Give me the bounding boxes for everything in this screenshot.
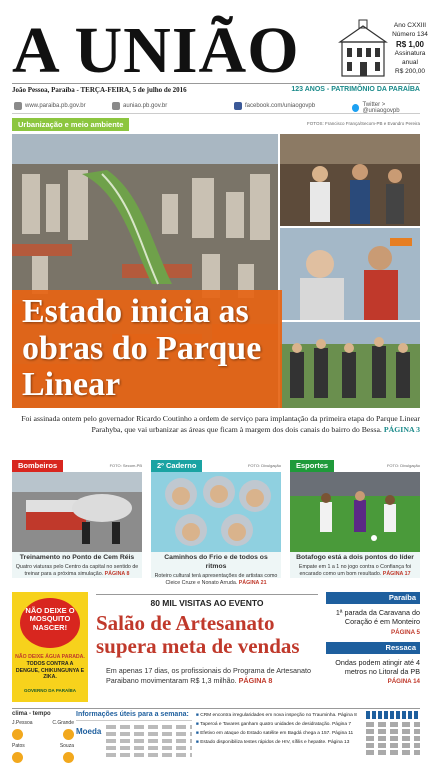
footer-strip: [12, 708, 420, 764]
hero-headline[interactable]: Estado inicia as obras do Parque Linear: [22, 293, 262, 404]
sun-icon: [63, 752, 74, 763]
teaser-tag: 2º Caderno: [151, 460, 202, 472]
sidebar-tag: Ressaca: [326, 642, 420, 654]
brief-item[interactable]: ■ CRM encontra irregularidades em nova inspeção no Trauminha. Página 8: [196, 711, 364, 720]
sun-icon: [12, 752, 23, 763]
weather-box: [12, 711, 74, 763]
hero-page-ref[interactable]: PÁGINA 3: [383, 424, 420, 434]
section-teasers: [12, 460, 420, 586]
links-bar: [12, 100, 420, 114]
sun-icon: [63, 729, 74, 740]
teaser-tag: Esportes: [290, 460, 334, 472]
subscription-price: R$ 200,00: [395, 67, 425, 75]
facebook-link-text: facebook.com/uniaogovpb: [245, 103, 316, 109]
sidebar-tag: Paraíba: [326, 592, 420, 604]
feature-summary-text: Em apenas 17 dias, os profissionais do Programa de Artesanato Paraibano movimentaram R$ 1,3 milhão.: [106, 666, 311, 685]
weather-place: C.Grande: [52, 720, 74, 726]
twitter-icon: [352, 104, 359, 112]
teaser-credit: FOTO: Secom-PB: [109, 463, 142, 468]
hero-section-tag: Urbanização e meio ambiente: [12, 118, 129, 131]
sun-icon: [12, 729, 23, 740]
subscription-period: anual: [402, 59, 418, 67]
dengue-campaign-ad[interactable]: [12, 592, 88, 702]
wave-icon: [366, 711, 420, 719]
sidebar-text: Ondas podem atingir até 4 metros no Litoral da PB: [335, 657, 420, 677]
weather-title: clima - tempo: [12, 711, 51, 717]
issue-year: Ano CXXIII: [393, 22, 427, 29]
teaser-esportes[interactable]: [290, 460, 420, 578]
sidebar-page-ref[interactable]: PÁGINA 5: [391, 628, 420, 636]
weather-place: Souza: [59, 743, 74, 749]
weather-place: Patos: [12, 743, 25, 749]
teaser-caption: [290, 552, 420, 578]
teaser-title: Caminhos do Frio e de todos os ritmos: [164, 554, 268, 570]
teaser-title: Treinamento no Ponto de Cem Réis: [19, 554, 135, 561]
teaser-page-ref[interactable]: PÁGINA 17: [382, 570, 411, 577]
tide-rows: [366, 722, 420, 755]
teaser-caption: [12, 552, 142, 578]
currency-label: Moeda: [76, 727, 102, 736]
ad-sponsor-logos: GOVERNO DA PARAÍBA: [23, 688, 76, 693]
teaser-title: Botafogo está a dois pontos do líder: [296, 554, 414, 561]
ad-line-2: TODOS CONTRA A DENGUE, CHIKUNGUNYA E ZIKA.: [15, 660, 85, 681]
site-link[interactable]: [14, 102, 86, 110]
feature-story[interactable]: [96, 594, 318, 704]
sidebar-item-ressaca[interactable]: [326, 642, 420, 686]
tree-planting-photo: [280, 322, 420, 408]
newspaper-logo[interactable]: A UNIÃO: [12, 14, 300, 87]
slogan: 123 ANOS - PATRIMÔNIO DA PARAÍBA: [291, 86, 420, 93]
weather-places: [12, 720, 74, 726]
teaser-credit: FOTO: Divulgação: [247, 463, 281, 468]
sidebar-page-ref[interactable]: PÁGINA 14: [387, 678, 420, 686]
feature-kicker: 80 MIL VISITAS AO EVENTO: [96, 594, 318, 608]
teaser-caption: [151, 552, 281, 586]
issue-number: Número 134: [392, 30, 428, 38]
brief-item[interactable]: ■ Estado disponibiliza testes rápidos de HIV, sífilis e hepatite. Página 13: [196, 738, 364, 747]
site-link-text: www.paraiba.pb.gov.br: [25, 103, 86, 109]
weather-places-2: [12, 743, 74, 749]
governor-speech-photo: [280, 134, 420, 226]
issue-price: R$ 1,00: [395, 39, 425, 49]
firefighters-photo: [12, 472, 142, 552]
site2-link[interactable]: [112, 102, 167, 110]
weather-icons-2: [12, 752, 74, 763]
feature-headline[interactable]: Salão de Artesanato supera meta de vendas: [96, 611, 300, 659]
hero-photo-stack: [280, 134, 420, 408]
sidebar-briefs: [326, 592, 420, 704]
news-briefs: [196, 711, 364, 747]
sidebar-item-paraiba[interactable]: [326, 592, 420, 636]
edition-date: João Pessoa, Paraíba - TERÇA-FEIRA, 5 de julho de 2016: [12, 86, 187, 94]
issue-info: [392, 22, 428, 77]
teaser-text: Empate em 1 a 1 no jogo contra o Confiança foi encarado como um bom resultado.: [298, 563, 412, 577]
weather-icons: [12, 729, 74, 740]
subscription-label: Assinatura: [394, 50, 426, 58]
useful-info-box: [76, 711, 192, 763]
hero-summary: [12, 414, 420, 436]
tide-table: [366, 711, 420, 763]
ad-text: [15, 654, 85, 681]
date-bar: [12, 83, 420, 95]
sidebar-text: 1ª parada da Caravana do Coração é em Monteiro: [335, 608, 420, 627]
hero-summary-text: Foi assinada ontem pelo governador Ricardo Coutinho a ordem de serviço para implantação da primeira etapa do Parque Linear Parahyba, que vai urbanizar as áreas que ficam à margem dos dois canais do bairro do Bessa.: [21, 414, 420, 434]
brief-item[interactable]: ■ Taperoá e Tavares ganham quatro unidades de desidratação. Página 7: [196, 720, 364, 729]
teaser-credit: FOTO: Divulgação: [386, 463, 420, 468]
page-icon: [112, 102, 120, 110]
teaser-text: Quatro viaturas pelo Centro da capital no sentido de treinar para a próxima simulação.: [15, 563, 139, 577]
facebook-icon: [234, 102, 242, 110]
ad-line-1: NÃO DEIXE ÁGUA PARADA.: [15, 654, 85, 660]
useful-info-title: Informações úteis para a semana:: [76, 711, 192, 721]
hero-story[interactable]: [12, 118, 420, 453]
hero-photo-credit: FOTOS: Francisco França/Secom-PB e Evandro Pereira: [307, 121, 420, 126]
teaser-tag: Bombeiros: [12, 460, 63, 472]
teaser-bombeiros[interactable]: [12, 460, 142, 578]
site2-link-text: auniao.pb.gov.br: [123, 103, 168, 109]
teaser-page-ref[interactable]: PÁGINA 21: [238, 579, 267, 586]
globe-icon: [14, 102, 22, 110]
feature-page-ref[interactable]: PÁGINA 8: [238, 675, 273, 685]
masthead: [0, 0, 431, 114]
twitter-link-text: Twitter > @uniaogovpb: [362, 102, 400, 114]
feature-summary: [106, 666, 316, 685]
teaser-segundo-caderno[interactable]: [151, 460, 281, 586]
football-match-photo: [290, 472, 420, 552]
twitter-link[interactable]: [352, 102, 420, 114]
facebook-link[interactable]: [234, 102, 315, 110]
brief-item[interactable]: ■ Efetivo em ataque do Estado satélite em Bagdá chega a 157. Página 11: [196, 729, 364, 738]
weather-place: J.Pessoa: [12, 720, 33, 726]
artists-collage-photo: [151, 472, 281, 552]
people-embrace-photo: [280, 228, 420, 320]
teaser-page-ref[interactable]: PÁGINA 8: [104, 570, 130, 577]
teaser-text: Roteiro cultural terá apresentações de artistas como Cleice Cruze e Nonato Arruda.: [154, 572, 278, 586]
building-emblem-icon: [338, 18, 388, 80]
currency-table: [106, 725, 192, 760]
ad-slogan: NÃO DEIXE O MOSQUITO NASCER!: [20, 598, 80, 648]
